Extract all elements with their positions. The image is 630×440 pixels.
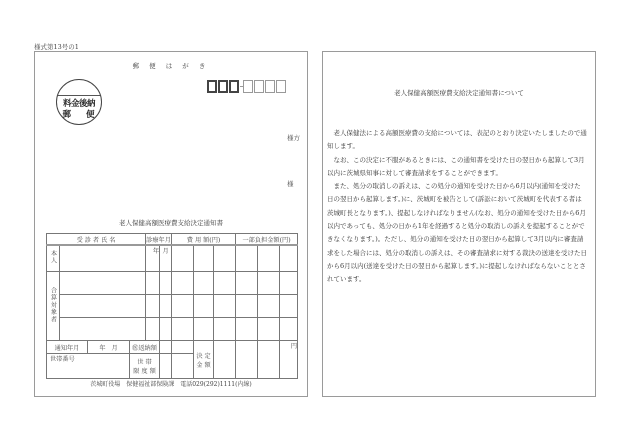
patient-name-cell[interactable]	[60, 295, 146, 318]
patient-name-cell[interactable]	[60, 272, 146, 295]
postal-code-box	[229, 80, 239, 93]
cost-cell[interactable]	[194, 272, 214, 295]
notice-date-label: 通知年月	[47, 341, 88, 354]
issuer-footer: 茨城町役場 保健福祉部保険課 電話029(292)1111(内線)	[90, 381, 252, 388]
refund-cell[interactable]	[160, 341, 172, 354]
postcard-page	[34, 51, 308, 397]
header-cost: 費 用 額(円)	[172, 234, 236, 246]
postage-paid-stamp	[56, 79, 102, 125]
explanation-title: 老人保健高額医療費支給決定通知書について	[394, 89, 524, 97]
explanation-paragraph: なお、この決定に不服があるときには、この通知書を受けた日の翌日から起算して3月以内に茨城県知事に対して審査請求をすることができます。	[327, 155, 585, 177]
postal-code-box	[218, 80, 228, 93]
month-cell[interactable]	[160, 272, 172, 295]
address-suffix-honorific: 様	[287, 180, 294, 188]
decided-amount-label: 決 定 金 額	[194, 341, 214, 379]
header-patient-name: 受 診 者 氏 名	[47, 234, 146, 246]
year-cell[interactable]	[146, 295, 160, 318]
stamp-divider	[58, 95, 100, 96]
year-cell[interactable]	[146, 318, 160, 341]
cost-cell[interactable]	[194, 295, 214, 318]
household-limit-cell[interactable]	[160, 354, 172, 379]
copay-cell[interactable]	[258, 272, 280, 295]
notice-date-value[interactable]: 年 月	[88, 341, 130, 354]
copay-cell[interactable]	[258, 318, 280, 341]
cost-cell[interactable]	[172, 295, 194, 318]
cost-cell[interactable]	[214, 295, 236, 318]
decided-amount-cell[interactable]	[214, 341, 236, 379]
year-cell[interactable]: 年	[146, 245, 160, 272]
patient-name-cell[interactable]	[60, 245, 146, 272]
postcard-title: 郵 便 は が き	[132, 62, 210, 70]
row-label-self: 本人	[47, 245, 60, 272]
copay-cell[interactable]	[236, 295, 258, 318]
month-cell[interactable]: 月	[160, 245, 172, 272]
explanation-paragraph: また、処分の取消しの訴えは、この処分の通知を受けた日から6月以内(通知を受けた日の翌日から起算します。)に、茨城町を被告として(訴訟において茨城町を代表する者は茨城町長となります。)、提起しなければなりません(なお、処分の通知を受けた日から6月以内であっても、処分の日から1年を経過すると処分の取消しの訴えを提起することができなくなります。)。ただし、処分の通知を受けた日の翌日から起算して3月以内に審査請求をした場合には、処分の取消しの訴えは、その審査請求に対する裁決の送達を受けた日から6月以内(送達を受けた日の翌日から起算します。)に提起しなければならないこととされています。	[327, 182, 587, 284]
decided-amount-cell[interactable]	[258, 341, 280, 379]
postal-code-box	[207, 80, 217, 93]
year-cell[interactable]	[146, 272, 160, 295]
postal-code-box	[254, 80, 264, 93]
postal-code-box	[265, 80, 275, 93]
decided-amount-cell[interactable]	[236, 341, 258, 379]
stamp-text-line2: 郵 便	[62, 110, 101, 120]
patient-name-cell[interactable]	[60, 318, 146, 341]
copay-cell[interactable]	[236, 318, 258, 341]
copay-cell[interactable]	[280, 272, 298, 295]
household-limit-label: 世 帯 限 度 額	[130, 354, 160, 379]
cost-cell[interactable]	[214, 272, 236, 295]
notice-title: 老人保健高額医療費支給決定通知書	[119, 219, 223, 227]
cost-cell[interactable]	[172, 245, 194, 272]
address-suffix-care-of: 様方	[287, 134, 300, 142]
copay-cell[interactable]	[258, 245, 280, 272]
cost-cell[interactable]	[214, 245, 236, 272]
row-label-family: 合算対象者	[47, 272, 60, 341]
copay-cell[interactable]	[280, 295, 298, 318]
month-cell[interactable]	[160, 295, 172, 318]
notice-table	[46, 233, 298, 379]
refund-cell[interactable]	[172, 341, 194, 354]
stamp-text-line1: 料金後納	[62, 99, 95, 109]
household-number-label: 世帯番号	[47, 354, 130, 379]
refund-label: ㊩返納額	[130, 341, 160, 354]
table-row-family	[47, 272, 298, 295]
month-cell[interactable]	[160, 318, 172, 341]
cost-cell[interactable]	[172, 318, 194, 341]
postal-code-box	[276, 80, 286, 93]
copay-cell[interactable]	[236, 272, 258, 295]
copay-cell[interactable]	[280, 245, 298, 272]
table-row-notice-date	[47, 341, 298, 354]
cost-cell[interactable]	[172, 272, 194, 295]
explanation-paragraph: 老人保健法による高額医療費の支給については、表記のとおり決定いたしましたので通知します。	[327, 129, 587, 151]
table-row-self	[47, 245, 298, 272]
cost-cell[interactable]	[214, 318, 236, 341]
copay-cell[interactable]	[258, 295, 280, 318]
table-row-family	[47, 295, 298, 318]
household-limit-cell[interactable]	[172, 354, 194, 379]
table-header-row	[47, 234, 298, 246]
copay-cell[interactable]	[280, 318, 298, 341]
cost-cell[interactable]	[194, 245, 214, 272]
yen-unit: 円	[280, 341, 298, 379]
copay-cell[interactable]	[236, 245, 258, 272]
postal-code-box	[243, 80, 253, 93]
header-copay: 一部負担金額(円)	[236, 234, 298, 246]
explanation-page	[322, 51, 596, 397]
header-visit-month: 診療年月	[146, 234, 172, 246]
form-number: 様式第13号の1	[34, 43, 79, 51]
table-row-family	[47, 318, 298, 341]
cost-cell[interactable]	[194, 318, 214, 341]
explanation-body	[327, 127, 587, 287]
